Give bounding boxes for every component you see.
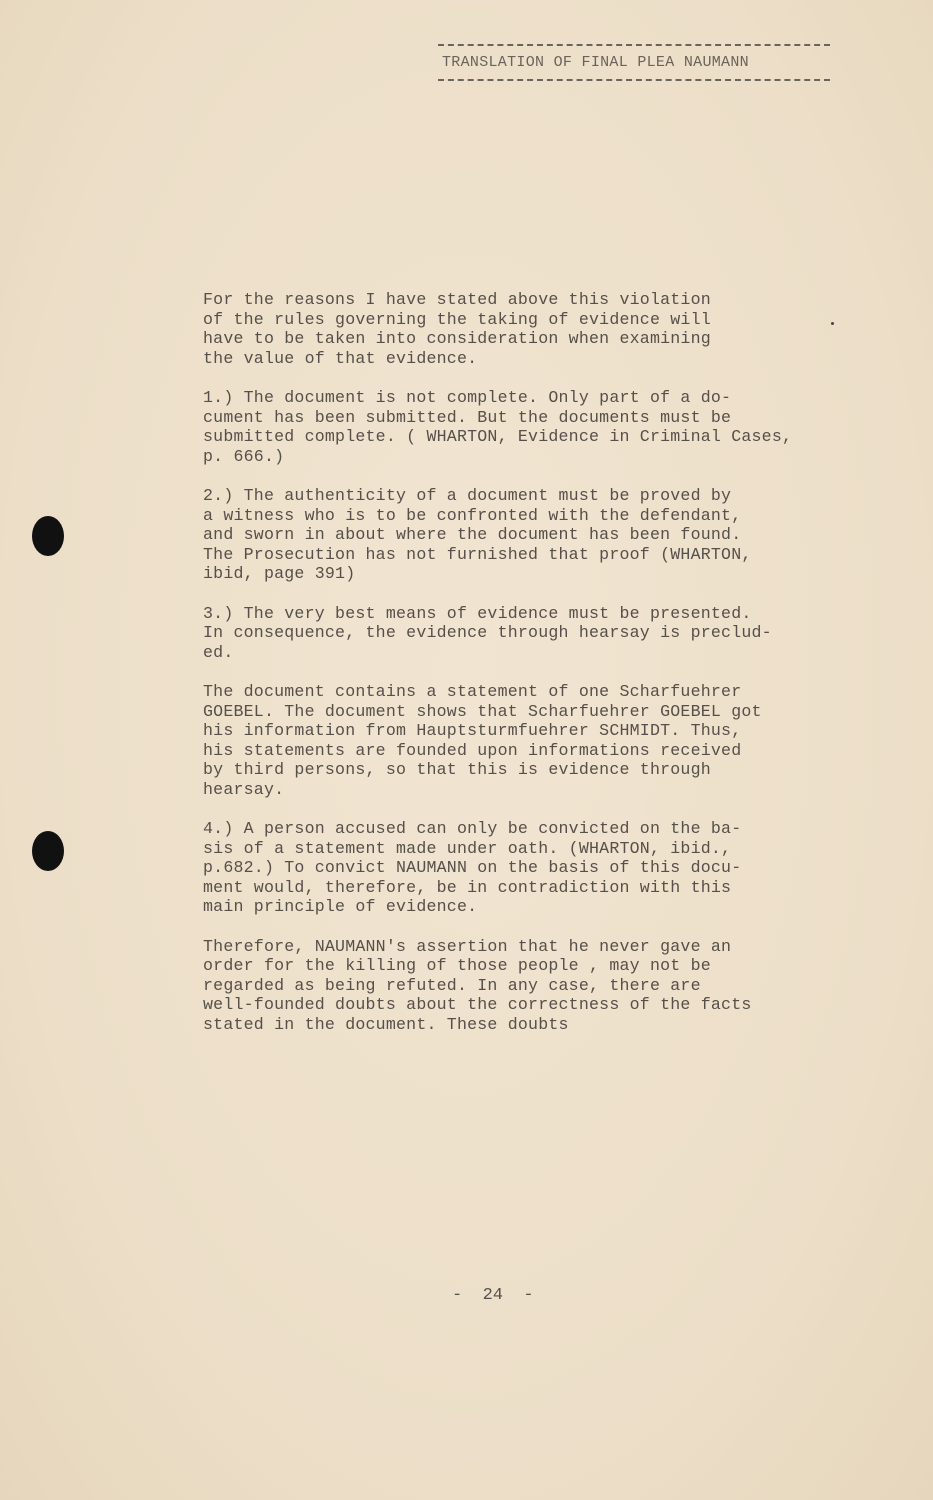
- text-line: 2.) The authenticity of a document must be proved by: [203, 486, 732, 505]
- text-line: In consequence, the evidence through hearsay is preclud-: [203, 623, 772, 642]
- paragraph-point-3: [203, 604, 883, 663]
- text-line: p. 666.): [203, 446, 285, 466]
- punch-hole: [32, 831, 64, 871]
- text-line: by third persons, so that this is evidence through: [203, 760, 711, 779]
- punch-hole: [32, 516, 64, 556]
- page-number: - 24 -: [452, 1286, 534, 1305]
- text-line: the value of that evidence.: [203, 348, 478, 368]
- text-line: Therefore, NAUMANN's assertion that he never gave an: [203, 936, 732, 956]
- text-line: 3.) The very best means of evidence must be presented.: [203, 603, 752, 623]
- paragraph-point-4: [203, 819, 883, 917]
- text-line: well-founded doubts about the correctness of the facts: [203, 995, 752, 1014]
- text-line: main principle of evidence.: [203, 897, 478, 916]
- text-line: and sworn in about where the document has been found.: [203, 525, 742, 544]
- text-line: hearsay.: [203, 779, 285, 799]
- text-line: cument has been submitted. But the documents must be: [203, 407, 732, 427]
- text-line: have to be taken into consideration when examining: [203, 329, 711, 348]
- text-line: submitted complete. ( WHARTON, Evidence in Criminal Cases,: [203, 427, 793, 446]
- text-line: ibid, page 391): [203, 564, 356, 583]
- document-header: [438, 44, 830, 81]
- text-line: 4.) A person accused can only be convicted on the ba-: [203, 819, 742, 838]
- paragraph-conclusion: [203, 937, 883, 1035]
- text-line: ed.: [203, 642, 234, 662]
- text-line: For the reasons I have stated above this violation: [203, 290, 711, 309]
- text-line: his statements are founded upon informations received: [203, 740, 742, 760]
- header-top-rule: [438, 44, 830, 46]
- text-line: p.682.) To convict NAUMANN on the basis of this docu-: [203, 858, 742, 877]
- ink-speck: [831, 322, 834, 325]
- text-line: GOEBEL. The document shows that Scharfuehrer GOEBEL got: [203, 701, 762, 721]
- document-body: [203, 290, 883, 1034]
- paragraph-intro: [203, 290, 883, 368]
- text-line: a witness who is to be confronted with the defendant,: [203, 505, 742, 525]
- text-line: regarded as being refuted. In any case, there are: [203, 975, 701, 995]
- header-title: TRANSLATION OF FINAL PLEA NAUMANN: [442, 54, 749, 71]
- text-line: ment would, therefore, be in contradiction with this: [203, 877, 732, 897]
- paragraph-hearsay: [203, 682, 883, 799]
- text-line: his information from Hauptsturmfuehrer SCHMIDT. Thus,: [203, 721, 742, 740]
- text-line: 1.) The document is not complete. Only part of a do-: [203, 388, 732, 407]
- text-line: The document contains a statement of one Scharfuehrer: [203, 682, 742, 701]
- text-line: order for the killing of those people , may not be: [203, 956, 711, 975]
- header-bottom-rule: [438, 79, 830, 81]
- paragraph-point-1: [203, 388, 883, 466]
- paragraph-point-2: [203, 486, 883, 584]
- text-line: stated in the document. These doubts: [203, 1014, 569, 1034]
- text-line: The Prosecution has not furnished that proof (WHARTON,: [203, 544, 752, 564]
- text-line: of the rules governing the taking of evidence will: [203, 309, 711, 329]
- text-line: sis of a statement made under oath. (WHARTON, ibid.,: [203, 838, 732, 858]
